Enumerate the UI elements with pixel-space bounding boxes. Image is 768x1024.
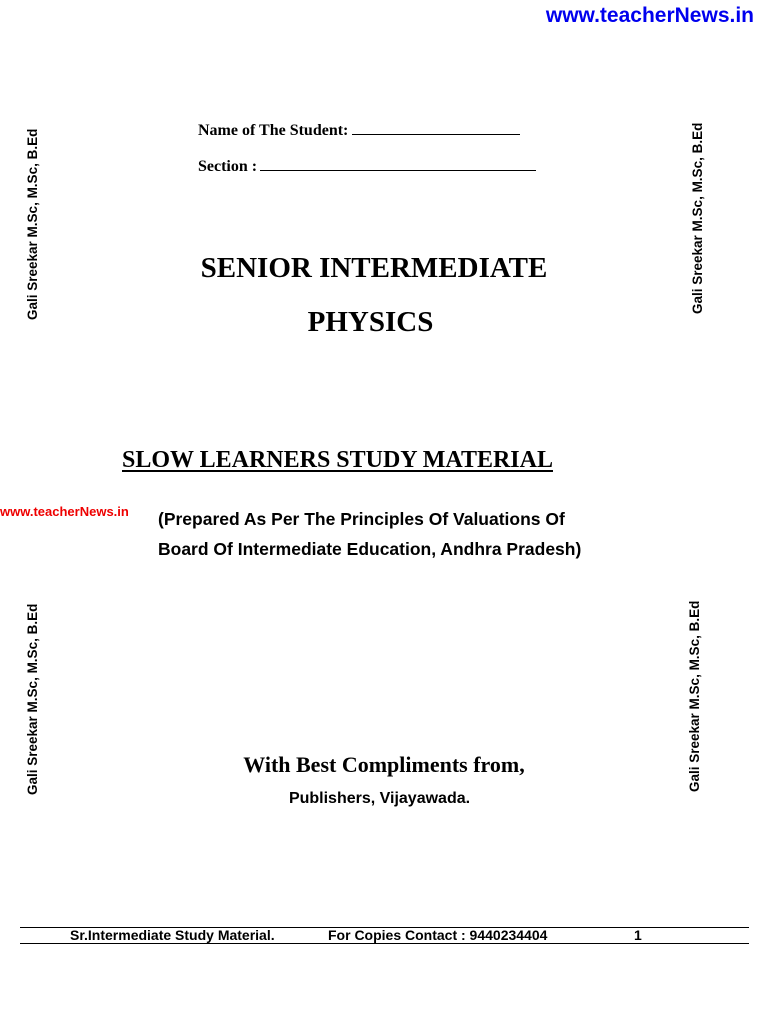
side-credit-bottom-left: Gali Sreekar M.Sc, M.Sc, B.Ed <box>25 603 40 795</box>
footer-page-number: 1 <box>634 927 642 943</box>
prepared-note-line-2: Board Of Intermediate Education, Andhra Pradesh) <box>158 539 582 559</box>
teachernews-watermark-left: www.teacherNews.in <box>0 504 129 519</box>
footer-rule-bottom <box>20 943 749 944</box>
publisher-line: Publishers, Vijayawada. <box>288 790 471 807</box>
student-name-field <box>198 120 520 140</box>
footer-material: Sr.Intermediate Study Material. <box>70 927 275 943</box>
footer-contact: For Copies Contact : 9440234404 <box>328 927 548 943</box>
side-credit-top-right: Gali Sreekar M.Sc, M.Sc, B.Ed <box>690 122 705 314</box>
title-line-1: SENIOR INTERMEDIATE <box>200 252 548 284</box>
section-field <box>198 156 536 176</box>
side-credit-bottom-right: Gali Sreekar M.Sc, M.Sc, B.Ed <box>687 600 702 792</box>
teachernews-link-top[interactable]: www.teacherNews.in <box>545 4 754 27</box>
side-credit-top-left: Gali Sreekar M.Sc, M.Sc, B.Ed <box>25 128 40 320</box>
prepared-note <box>158 504 581 564</box>
student-name-blank[interactable] <box>352 120 520 135</box>
subtitle: SLOW LEARNERS STUDY MATERIAL <box>122 447 553 473</box>
prepared-note-line-1: (Prepared As Per The Principles Of Valuations Of <box>158 509 565 529</box>
title-line-2: PHYSICS <box>307 306 434 338</box>
compliments-line: With Best Compliments from, <box>243 752 525 777</box>
student-name-label: Name of The Student: <box>198 122 349 139</box>
section-blank[interactable] <box>260 156 536 171</box>
section-label: Section : <box>198 158 258 175</box>
